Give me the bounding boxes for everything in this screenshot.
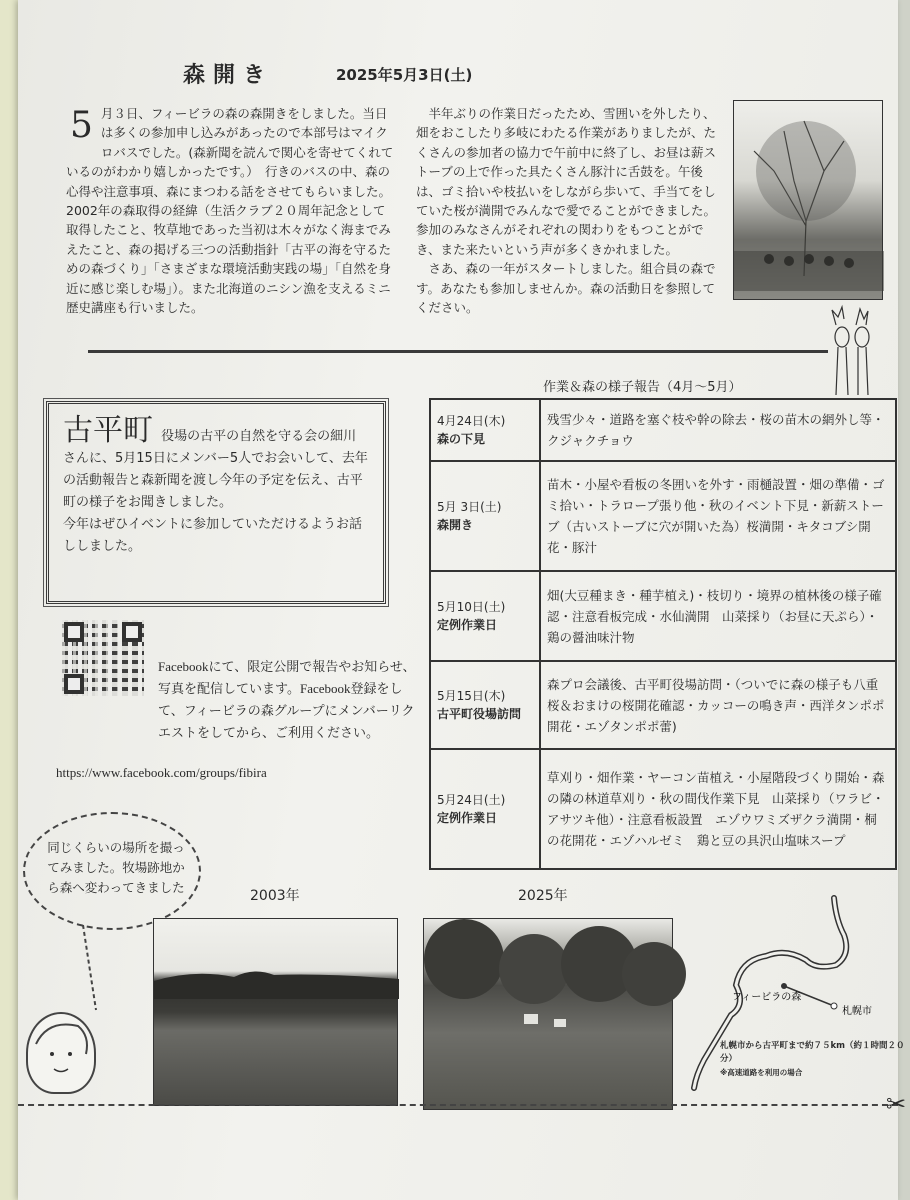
report-detail: 草刈り・畑作業・ヤーコン苗植え・小屋階段づくり開始・森の隣の林道草刈り・秋の間伐作業下見 山菜採り（ワラビ・アサツキ他）・注意看板設置 エゾウワミズザクラ満開・桐の花開花・エゾハルゼミ 鶏と豆の具沢山塩味スープ [540,749,896,869]
report-row [430,749,896,869]
article-column-2-text-b: さあ、森の一年がスタートしました。組合員の森です。あなたも参加しませんか。森の活動日を参照してください。 [416,261,716,316]
report-event: 古平町役場訪問 [437,707,522,721]
report-row [430,461,896,571]
report-date-cell [430,571,540,661]
cut-line [18,1104,898,1106]
report-detail: 残雪少々・道路を塞ぐ枝や幹の除去・桜の苗木の網外し等・クジャクチョウ [540,399,896,461]
report-event: 森の下見 [437,432,486,446]
year-2025-label: 2025年 [518,888,568,904]
article-column-1 [66,104,396,317]
report-title: 作業＆森の様子報告（4月～5月） [543,380,742,395]
facebook-info: Facebookにて、限定公開で報告やお知らせ、写真を配信しています。Facebook登録をして、フィービラの森グループにメンバーリクエストをしてから、ご利用ください。 [158,659,416,740]
deer-illustration-icon [828,305,873,400]
year-2003-label: 2003年 [250,888,300,904]
report-event: 森開き [437,518,474,532]
kohira-text-a: 役場の古平の自然を守る会の細川さんに、5月15日にメンバー5人でお会いして、去年の活動報告と森新聞を渡し今年の予定を伝え、古平町の様子をお聞きしました。 [63,429,368,510]
report-detail: 森プロ会議後、古平町役場訪問・（ついでに森の様子も八重桜＆おまけの桜開花確認・カッコーの鳴き声・西洋タンポポ開花・エゾタンポポ蕾) [540,661,896,749]
report-date-cell [430,399,540,461]
report-date: 5月15日(木) [437,689,506,703]
report-date: 5月24日(土) [437,793,506,807]
article-column-2-text: 半年ぶりの作業日だったため、雪囲いを外したり、畑をおこしたり多岐にわたる作業がありましたが、たくさんの参加者の協力で午前中に終了し、お昼は薪ストーブの上で作った具たくさん豚汁に舌鼓を。午後は、ゴミ拾いや枝払いをしながら歩いて、手当てをしていた桜が満開でみんなで愛でることができました。参加のみなさんがそれぞれの関わりをもつことができ、また来たいという声が多くきかれました。 [416,106,717,257]
photo-2003 [153,918,398,1106]
bubble-tail-icon [78,925,108,1015]
report-event: 定例作業日 [437,811,498,825]
facebook-url-link[interactable]: https://www.facebook.com/groups/fibira [56,765,267,780]
report-date: 5月 3日(土) [437,500,502,514]
map-note-small: ※高速道路を利用の場合 [720,1068,803,1077]
report-detail: 苗木・小屋や看板の冬囲いを外す・雨樋設置・畑の準備・ゴミ拾い・トラロープ張り他・秋のイベント下見・新薪ストーブ（古いストーブに穴が開いた為）桜満開・キタコブシ開花・豚汁 [540,461,896,571]
map-city-label: 札幌市 [842,1006,872,1017]
report-date-cell [430,749,540,869]
photo-2025 [423,918,673,1110]
article-date: 2025年5月3日(土) [336,66,473,84]
report-row [430,399,896,461]
speech-bubble: 同じくらいの場所を撮ってみました。牧場跡地から森へ変わってきました [23,812,201,930]
report-date: 4月24日(木) [437,414,506,428]
report-row [430,571,896,661]
forest-opening-photo [733,100,883,300]
map-note: 札幌市から古平町まで約７５km（約１時間２０分） [720,1041,905,1064]
kohira-box [46,401,386,604]
page-edge [0,0,18,1200]
article-column-1-text: 月３日、フィービラの森の森開きをしました。当日は多くの参加申し込みがあったので本部号はマイクロバスでした。(森新聞を読んで関心を寄せてくれているのがわかり嬉しかったです。） 行きのバスの中、森の心得や注意事項、森にまつわる話をさせてもらいました。2002年の森取得の経緯（生活クラブ２０周年記念として取得したこと、牧草地であった当初は木々がなく海までみえたこと、森の掲げる三つの活動指針「古平の海を守るための森づくり」「さまざまな環境活動実践の場」「自然を身近に感じ楽しむ場」）。また北海道のニシン漁を支えるミニ歴史講座も行いました。 [66,106,394,316]
kohira-heading: 古平町 [63,413,153,448]
report-detail: 畑(大豆種まき・種芋植え)・枝切り・境界の植林後の様子確認・注意看板完成・水仙満開 山菜採り（お昼に天ぷら）・鶏の醤油味汁物 [540,571,896,661]
kohira-text-b: 今年はぜひイベントに参加していただけるようお話ししました。 [63,517,363,554]
person-illustration-icon [26,1012,96,1094]
drop-cap: 5 [70,105,93,146]
qr-code-icon[interactable] [62,620,144,696]
scissors-icon: ✂ [886,1090,907,1118]
article-title: 森開き [183,63,274,88]
report-table [429,398,897,870]
map-forest-label: フィービラの森 [732,992,802,1003]
report-date-cell [430,661,540,749]
section-divider [88,350,828,353]
article-column-2 [416,104,721,317]
report-event: 定例作業日 [437,618,498,632]
report-row [430,661,896,749]
newsletter-page [18,0,907,1200]
map-footnote [720,1040,910,1079]
report-date-cell [430,461,540,571]
report-date: 5月10日(土) [437,600,506,614]
